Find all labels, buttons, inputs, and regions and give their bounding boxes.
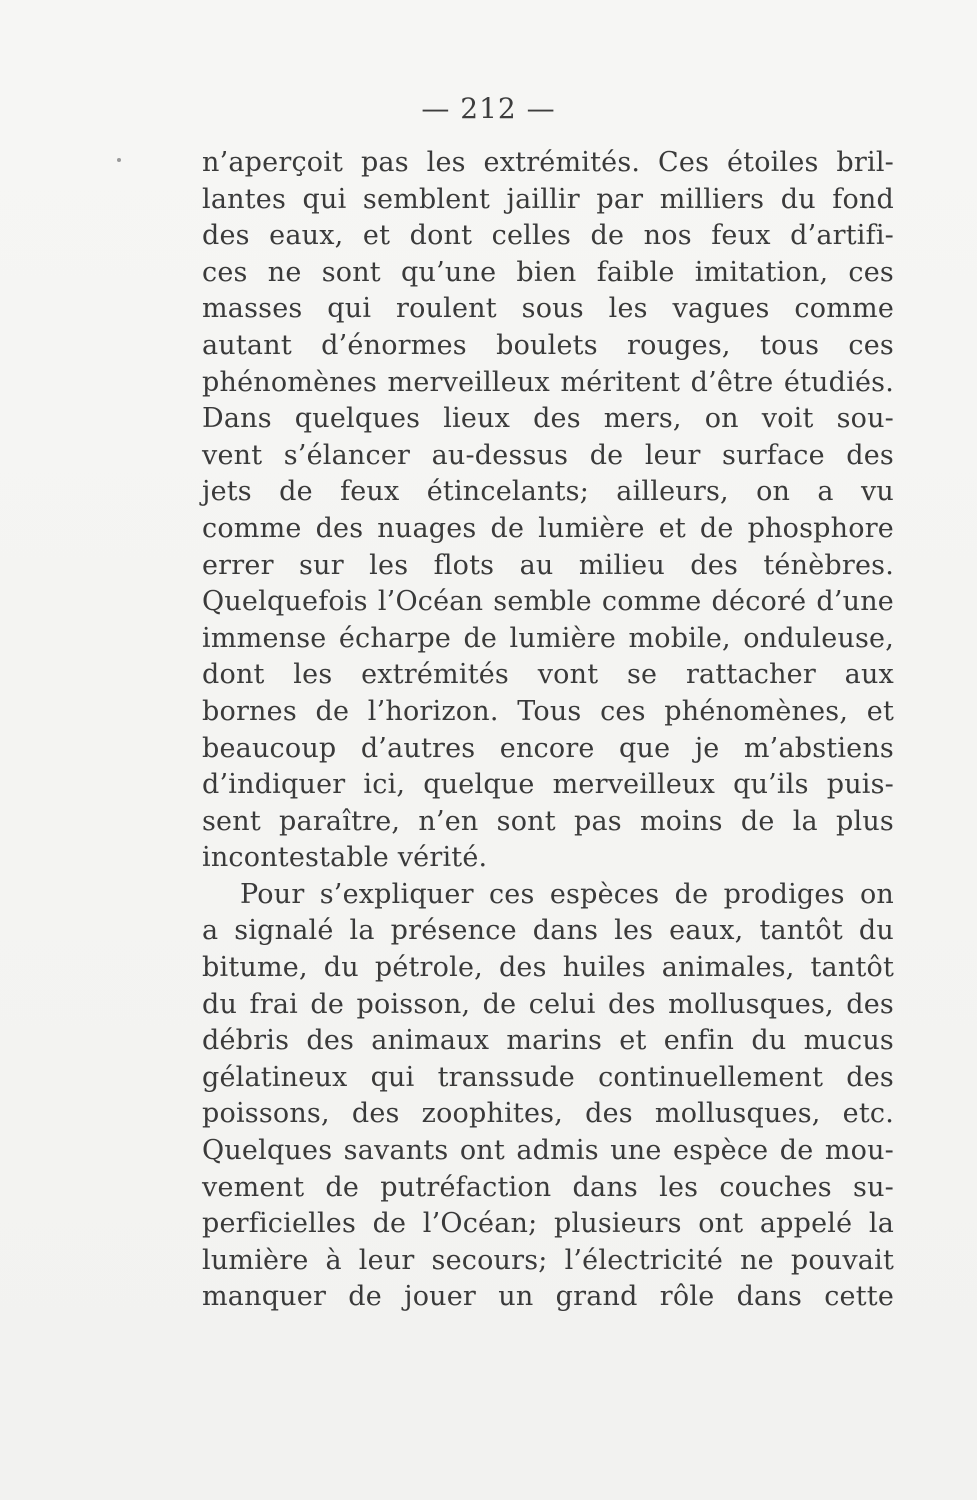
text-line: incontestable vérité. [202,842,488,874]
text-line: Quelquefois l’Océan semble comme décoré d’une [202,586,894,618]
text-line: beaucoup d’autres encore que je m’abstiens [202,732,894,764]
text-line: d’indiquer ici, quelque merveilleux qu’ils puis- [202,769,894,801]
text-line: phénomènes merveilleux méritent d’être étudiés. [202,366,894,398]
text-line: perficielles de l’Océan; plusieurs ont appelé la [202,1208,894,1240]
text-line: errer sur les flots au milieu des ténèbres. [202,549,894,581]
margin-mark [117,158,121,162]
text-line: n’aperçoit pas les extrémités. Ces étoiles bril- [202,147,894,178]
text-line: Dans quelques lieux des mers, on voit sou- [202,403,894,435]
text-line: dont les extrémités vont se rattacher aux [202,659,894,691]
text-line: sent paraître, n’en sont pas moins de la plus [202,805,894,837]
text-line: lantes qui semblent jaillir par milliers du fond [202,183,894,215]
text-line: autant d’énormes boulets rouges, tous ces [202,329,894,361]
text-line: poissons, des zoophites, des mollusques, etc. [202,1098,894,1130]
text-line: manquer de jouer un grand rôle dans cette [202,1281,894,1313]
text-line: débris des animaux marins et enfin du mucus [202,1025,894,1057]
text-line: lumière à leur secours; l’électricité ne pouvait [202,1244,894,1276]
text-line: Quelques savants ont admis une espèce de mou- [202,1135,894,1167]
text-line: du frai de poisson, de celui des mollusques, des [202,988,894,1020]
text-line: a signalé la présence dans les eaux, tantôt du [202,915,894,947]
text-line: gélatineux qui transsude continuellement des [202,1061,894,1093]
text-line: masses qui roulent sous les vagues comme [202,293,894,325]
paragraph-start-line: Pour s’expliquer ces espèces de prodiges on [240,878,894,910]
text-line: jets de feux étincelants; ailleurs, on a vu [202,476,894,508]
text-line: bitume, du pétrole, des huiles animales, tantôt [202,952,894,984]
text-line: des eaux, et dont celles de nos feux d’artifi- [202,220,894,252]
text-line: vent s’élancer au-dessus de leur surface des [202,439,894,471]
text-line: immense écharpe de lumière mobile, onduleuse, [202,622,894,654]
text-line: comme des nuages de lumière et de phosphore [202,512,894,544]
text-line: bornes de l’horizon. Tous ces phénomènes, et [202,695,894,727]
text-line: ces ne sont qu’une bien faible imitation, ces [202,256,894,288]
body-text [202,145,894,1316]
text-line: vement de putréfaction dans les couches su- [202,1171,894,1203]
page-number: — 212 — [421,92,556,125]
